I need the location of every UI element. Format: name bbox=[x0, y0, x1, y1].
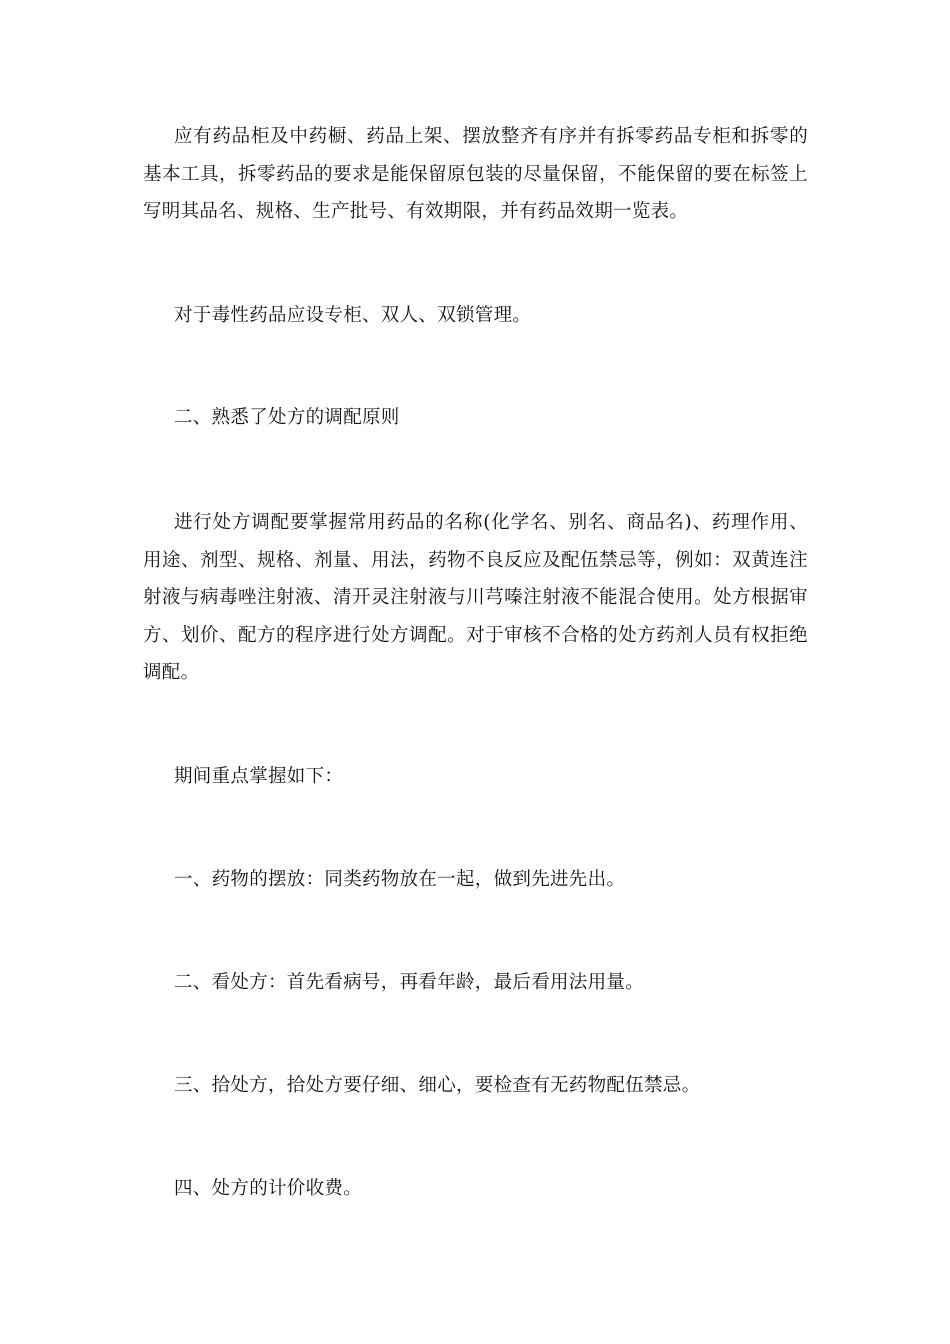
list-item-drug-placement: 一、药物的摆放：同类药物放在一起，做到先进先出。 bbox=[174, 869, 626, 890]
list-item-pricing-fees: 四、处方的计价收费。 bbox=[174, 1178, 363, 1199]
paragraph-pharmacy-storage: 应有药品柜及中药橱、药品上架、摆放整齐有序并有拆零药品专柜和拆零的基本工具，拆零药品的要求是能保留原包装的尽量保留，不能保留的要在标签上写明其品名、规格、生产批号、有效期限，并有药品效期一览表。 bbox=[143, 126, 808, 222]
paragraph-dispensing-details: 进行处方调配要掌握常用药品的名称(化学名、别名、商品名)、药理作用、用途、剂型、规格、剂量、用法，药物不良反应及配伍禁忌等，例如：双黄连注射液与病毒唑注射液、清开灵注射液与川芎嗪注射液不能混合使用。处方根据审方、划价、配方的程序进行处方调配。对于审核不合格的处方药剂人员有权拒绝调配。 bbox=[143, 512, 808, 683]
section-heading-dispensing-principles: 二、熟悉了处方的调配原则 bbox=[174, 407, 400, 428]
list-item-read-prescription: 二、看处方：首先看病号，再看年龄，最后看用法用量。 bbox=[174, 972, 645, 993]
paragraph-key-points-intro: 期间重点掌握如下： bbox=[174, 766, 344, 787]
list-item-pick-prescription: 三、拾处方，拾处方要仔细、细心，要检查有无药物配伍禁忌。 bbox=[174, 1075, 701, 1096]
paragraph-toxic-drugs: 对于毒性药品应设专柜、双人、双锁管理。 bbox=[174, 305, 532, 326]
